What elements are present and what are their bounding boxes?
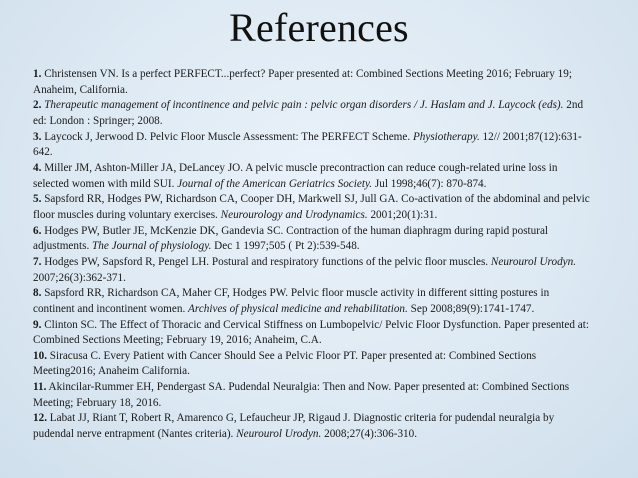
reference-item <box>33 411 593 442</box>
reference-number: 8. <box>33 287 42 300</box>
reference-source: Archives of physical medicine and rehabilitation. <box>188 302 408 315</box>
reference-number: 12. <box>33 412 47 425</box>
reference-item <box>33 349 593 380</box>
reference-item <box>33 318 593 349</box>
reference-number: 4. <box>33 161 42 174</box>
reference-number: 3. <box>33 130 42 143</box>
reference-text: 12// 2001;87(12):631-642. <box>33 130 582 159</box>
reference-item <box>33 192 593 223</box>
reference-number: 10. <box>33 349 47 362</box>
reference-text: Christensen VN. Is a perfect PERFECT...perfect? Paper presented at: Combined Sections Meeting 2016; February 19; Anaheim, California. <box>33 68 572 96</box>
reference-text: Jul 1998;46(7): 870-874. <box>372 177 487 190</box>
reference-source: Physiotherapy. <box>412 130 480 143</box>
reference-text: Sep 2008;89(9):1741-1747. <box>407 302 535 315</box>
reference-item <box>33 161 593 192</box>
reference-item <box>33 286 593 317</box>
reference-text: Clinton SC. The Effect of Thoracic and Cervical Stiffness on Lumbopelvic/ Pelvic Floor Dysfunction. Paper presented at: Combined Sections Meeting; February 19, 2016; Anaheim, C.A. <box>33 318 589 347</box>
reference-number: 6. <box>33 224 42 237</box>
reference-number: 2. <box>33 99 42 112</box>
reference-item <box>33 67 593 98</box>
reference-number: 7. <box>33 255 42 268</box>
reference-source: Neurourol Urodyn. <box>236 428 322 441</box>
reference-text: 2007;26(3):362-371. <box>33 271 126 284</box>
slide-title: References <box>229 5 409 50</box>
reference-number: 1. <box>33 68 42 80</box>
reference-text: Dec 1 1997;505 ( Pt 2):539-548. <box>211 240 360 253</box>
reference-text: Sapsford RR, Hodges PW, Richardson CA, Cooper DH, Markwell SJ, Jull GA. Co-activation of the abdominal and pelvic floor muscles during voluntary exercises. <box>33 193 590 221</box>
reference-number: 11. <box>33 381 47 394</box>
reference-source: Neurourol Urodyn. <box>490 255 577 268</box>
reference-list <box>33 67 593 443</box>
reference-text: Hodges PW, Sapsford R, Pengel LH. Postural and respiratory functions of the pelvic floor muscles. <box>41 255 491 268</box>
reference-text: Laycock J, Jerwood D. Pelvic Floor Muscle Assessment: The PERFECT Scheme. <box>41 130 413 143</box>
reference-source: Journal of the American Geriatrics Society. <box>177 177 373 190</box>
reference-item <box>33 380 593 411</box>
reference-item <box>33 255 593 286</box>
reference-text: Hodges PW, Butler JE, McKenzie DK, Gandevia SC. Contraction of the human diaphragm during rapid postural adjustments. <box>33 224 549 253</box>
reference-text: Sapsford RR, Richardson CA, Maher CF, Hodges PW. Pelvic floor muscle activity in different sitting postures in continent and incontinent women. <box>33 287 550 315</box>
reference-item <box>33 224 593 255</box>
reference-text: Siracusa C. Every Patient with Cancer Should See a Pelvic Floor PT. Paper presented at: Combined Sections Meeting2016; Anaheim California. <box>33 349 537 378</box>
reference-source: Neurourology and Urodynamics. <box>220 208 368 221</box>
reference-text: 2008;27(4):306-310. <box>321 428 418 441</box>
reference-text: Miller JM, Ashton-Miller JA, DeLancey JO. A pelvic muscle precontraction can reduce cough-related urine loss in selected women with mild SUI. <box>33 161 558 190</box>
reference-source: The Journal of physiology. <box>92 240 212 253</box>
reference-text: Akincilar-Rummer EH, Pendergast SA. Pudendal Neuralgia: Then and Now. Paper presented at: Combined Sections Meeting; February 18, 2016. <box>33 381 570 409</box>
reference-item <box>33 98 593 129</box>
reference-text: Labat JJ, Riant T, Robert R, Amarenco G, Lefaucheur JP, Rigaud J. Diagnostic criteria for pudendal neuralgia by pudendal nerve entrapment (Nantes criteria). <box>33 412 555 441</box>
reference-item <box>33 130 593 161</box>
reference-text: 2nd ed: London : Springer; 2008. <box>33 99 584 127</box>
reference-number: 9. <box>33 318 42 331</box>
reference-text: 2001;20(1):31. <box>367 208 438 221</box>
reference-number: 5. <box>33 193 42 206</box>
reference-source: Therapeutic management of incontinence and pelvic pain : pelvic organ disorders / J. Haslam and J. Laycock (eds). <box>41 99 564 112</box>
